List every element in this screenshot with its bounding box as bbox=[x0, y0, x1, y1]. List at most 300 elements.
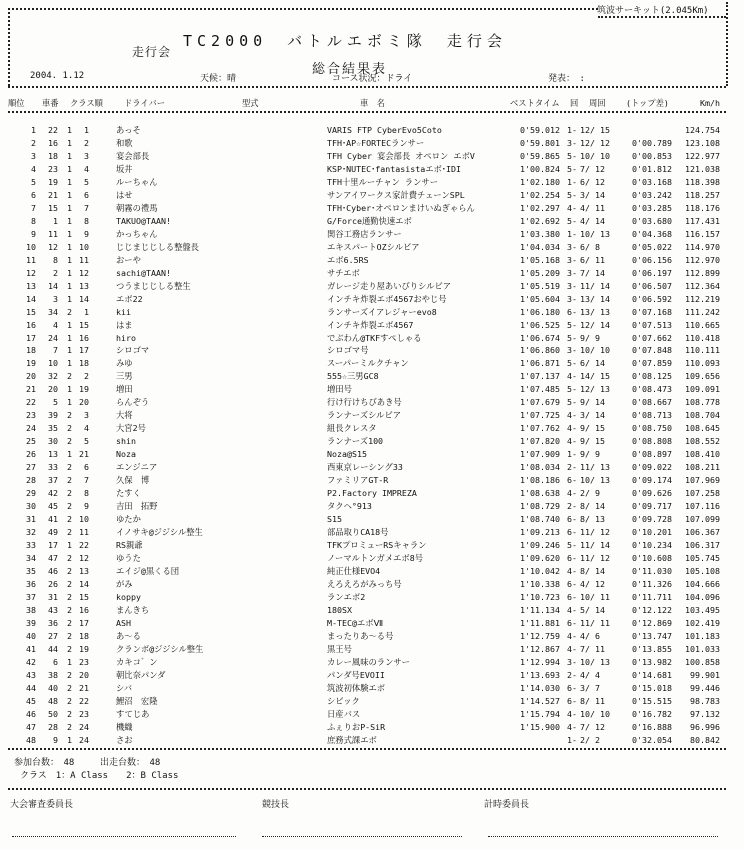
cell-car-number: 33 bbox=[48, 462, 58, 473]
cell-best-time: 1'02.692 bbox=[520, 215, 560, 226]
cell-driver: みゆ bbox=[116, 358, 133, 369]
cell-class: 1 bbox=[67, 656, 72, 667]
cell-best-lap: 3/ 14 bbox=[580, 410, 605, 421]
col-best-lap: 周回 bbox=[589, 98, 606, 108]
cell-class: 1 bbox=[67, 215, 72, 226]
cell-best-lap: 9/ 15 bbox=[580, 423, 605, 434]
cell-gap: 0'06.197 bbox=[632, 267, 672, 278]
cell-laps: 5- bbox=[567, 358, 577, 369]
cell-best-lap: 2/ 9 bbox=[580, 488, 600, 499]
table-row bbox=[0, 163, 744, 176]
table-row bbox=[0, 500, 744, 513]
cell-car-number: 30 bbox=[48, 436, 58, 447]
cell-gap: 0'10.201 bbox=[632, 527, 672, 538]
cell-best-time: 1'07.485 bbox=[520, 384, 560, 395]
cell-car-number: 45 bbox=[48, 501, 58, 512]
cell-class: 2 bbox=[67, 410, 72, 421]
cell-class: 1 bbox=[67, 358, 72, 369]
cell-vehicle: M-TEC@エボⅦ bbox=[327, 617, 383, 628]
cell-speed: 108.704 bbox=[685, 410, 720, 421]
cell-best-time: 1'06.871 bbox=[520, 358, 560, 369]
cell-vehicle: パンダ号EVOII bbox=[327, 669, 385, 680]
cell-class-rank: 1 bbox=[84, 125, 89, 135]
cell-driver: shin bbox=[116, 436, 136, 447]
cell-best-time: 0'59.012 bbox=[520, 125, 560, 135]
cell-gap: 0'06.507 bbox=[632, 280, 672, 291]
cell-laps: 4- bbox=[567, 604, 577, 615]
table-row bbox=[0, 409, 744, 422]
cell-car-number: 48 bbox=[48, 695, 58, 706]
cell-pos: 37 bbox=[26, 591, 36, 602]
cell-car-number: 36 bbox=[48, 617, 58, 628]
cell-driver: はせ bbox=[116, 189, 133, 200]
cell-driver: はま bbox=[116, 319, 133, 330]
cell-driver: イノサキ@ジジシル整生 bbox=[116, 527, 203, 538]
cell-car-number: 37 bbox=[48, 475, 58, 486]
cell-car-number: 19 bbox=[48, 176, 58, 187]
cell-speed: 108.211 bbox=[685, 462, 720, 473]
cell-pos: 19 bbox=[26, 358, 36, 369]
cell-class-rank: 19 bbox=[79, 384, 89, 395]
col-gap: (トップ差) bbox=[626, 98, 669, 108]
cell-laps: 6- bbox=[567, 553, 577, 563]
cell-speed: 121.038 bbox=[685, 163, 720, 174]
cell-driver: がみ bbox=[116, 578, 133, 589]
cell-laps: 3- bbox=[567, 345, 577, 356]
cell-best-time: 1'08.034 bbox=[520, 462, 560, 473]
cell-gap: 0'07.662 bbox=[632, 332, 672, 343]
cell-best-time: 1'10.723 bbox=[520, 591, 560, 602]
cell-speed: 107.116 bbox=[685, 501, 720, 512]
cell-pos: 6 bbox=[31, 189, 36, 200]
cell-class: 1 bbox=[67, 540, 72, 551]
cell-best-lap: 14/ 15 bbox=[580, 371, 610, 382]
cell-pos: 30 bbox=[26, 501, 36, 512]
cell-best-time: 1'10.338 bbox=[520, 578, 560, 589]
cell-class-rank: 2 bbox=[84, 137, 89, 148]
cell-class-rank: 23 bbox=[79, 708, 89, 719]
cell-car-number: 12 bbox=[48, 241, 58, 252]
cell-gap: 0'11.326 bbox=[632, 578, 672, 589]
cell-class: 1 bbox=[67, 345, 72, 356]
cell-laps: 6- bbox=[567, 591, 577, 602]
cell-laps: 5- bbox=[567, 150, 577, 161]
cell-laps: 4- bbox=[567, 371, 577, 382]
cell-class-rank: 17 bbox=[79, 345, 89, 356]
cell-speed: 118.398 bbox=[685, 176, 720, 187]
cell-class-rank: 4 bbox=[84, 423, 89, 434]
cell-vehicle: タクヘ°913 bbox=[327, 501, 372, 512]
cell-best-lap: 4/ 4 bbox=[580, 669, 600, 680]
cell-speed: 116.157 bbox=[685, 228, 720, 239]
cell-best-lap: 2/ 2 bbox=[580, 734, 600, 745]
cell-class-rank: 9 bbox=[84, 228, 89, 239]
cell-laps: 4- bbox=[567, 202, 577, 213]
cell-driver: 和歌 bbox=[116, 137, 133, 148]
cell-best-lap: 10/ 10 bbox=[580, 150, 610, 161]
cell-driver: つうまじじしる整生 bbox=[116, 280, 191, 291]
cell-driver: ゆたか bbox=[116, 514, 141, 525]
table-row bbox=[0, 280, 744, 293]
cell-laps: 6- bbox=[567, 682, 577, 693]
cell-best-time: 1'04.034 bbox=[520, 241, 560, 252]
cell-class: 2 bbox=[67, 669, 72, 680]
cell-class: 1 bbox=[67, 332, 72, 343]
cell-best-time: 0'59.865 bbox=[520, 150, 560, 161]
cell-pos: 36 bbox=[26, 578, 36, 589]
cell-car-number: 10 bbox=[48, 358, 58, 369]
cell-pos: 41 bbox=[26, 643, 36, 654]
cell-car-number: 38 bbox=[48, 669, 58, 680]
table-row bbox=[0, 202, 744, 215]
cell-car-number: 32 bbox=[48, 371, 58, 382]
cell-class-rank: 12 bbox=[79, 267, 89, 278]
cell-speed: 123.108 bbox=[685, 137, 720, 148]
table-row bbox=[0, 565, 744, 578]
cell-gap: 0'16.782 bbox=[632, 708, 672, 719]
cell-laps: 6- bbox=[567, 578, 577, 589]
cell-vehicle: P2.Factory IMPREZA bbox=[327, 488, 417, 499]
cell-pos: 34 bbox=[26, 553, 36, 563]
cell-laps: 6- bbox=[567, 306, 577, 317]
cell-best-lap: 5/ 14 bbox=[580, 604, 605, 615]
cell-gap: 0'08.473 bbox=[632, 384, 672, 395]
cell-best-lap: 10/ 10 bbox=[580, 345, 610, 356]
cell-best-time: 1'09.213 bbox=[520, 527, 560, 538]
cell-vehicle: TFKプロミューRSキャラン bbox=[327, 540, 427, 551]
cell-speed: 112.899 bbox=[685, 267, 720, 278]
cell-laps: 1- bbox=[567, 734, 577, 745]
cell-vehicle: シロゴマ号 bbox=[327, 345, 369, 356]
cell-car-number: 44 bbox=[48, 643, 58, 654]
cell-class: 1 bbox=[67, 202, 72, 213]
cell-class: 1 bbox=[67, 228, 72, 239]
cell-laps: 4- bbox=[567, 708, 577, 719]
cell-speed: 117.431 bbox=[685, 215, 720, 226]
cell-car-number: 18 bbox=[48, 150, 58, 161]
cell-gap: 0'08.667 bbox=[632, 397, 672, 408]
cell-best-lap: 12/ 15 bbox=[580, 125, 610, 135]
table-row bbox=[0, 228, 744, 241]
cell-best-time: 1'11.134 bbox=[520, 604, 560, 615]
cell-speed: 118.257 bbox=[685, 189, 720, 200]
cell-laps: 3- bbox=[567, 267, 577, 278]
cell-speed: 104.666 bbox=[685, 578, 720, 589]
cell-class: 1 bbox=[67, 384, 72, 395]
header-border-right bbox=[726, 2, 728, 86]
cell-speed: 118.176 bbox=[685, 202, 720, 213]
col-best: ベストタイム bbox=[510, 98, 560, 108]
cell-car-number: 28 bbox=[48, 721, 58, 732]
cell-class-rank: 13 bbox=[79, 280, 89, 291]
cell-driver: 久保 博 bbox=[116, 475, 150, 486]
cell-laps: 1- bbox=[567, 125, 577, 135]
cell-car-number: 1 bbox=[53, 215, 58, 226]
cell-best-time: 1'12.994 bbox=[520, 656, 560, 667]
cell-car-number: 24 bbox=[48, 332, 58, 343]
cell-best-time: 1'02.297 bbox=[520, 202, 560, 213]
cell-laps: 4- bbox=[567, 423, 577, 434]
table-row bbox=[0, 617, 744, 630]
cell-pos: 2 bbox=[31, 137, 36, 148]
cell-car-number: 26 bbox=[48, 578, 58, 589]
cell-laps: 2- bbox=[567, 462, 577, 473]
cell-driver: じじまじじしる整盤長 bbox=[116, 241, 199, 252]
cell-gap: 0'03.680 bbox=[632, 215, 672, 226]
cell-best-lap: 7/ 12 bbox=[580, 721, 605, 732]
cell-vehicle: ファミリアGT-R bbox=[327, 475, 389, 486]
cell-best-time: 1'03.380 bbox=[520, 228, 560, 239]
cell-best-lap: 3/ 7 bbox=[580, 682, 600, 693]
cell-driver: 増田 bbox=[116, 384, 133, 395]
cell-pos: 10 bbox=[26, 241, 36, 252]
cell-car-number: 7 bbox=[53, 345, 58, 356]
cell-pos: 9 bbox=[31, 228, 36, 239]
cell-gap: 0'00.853 bbox=[632, 150, 672, 161]
cell-laps: 4- bbox=[567, 643, 577, 654]
cell-driver: あっそ bbox=[116, 125, 141, 135]
cell-car-number: 2 bbox=[53, 267, 58, 278]
cell-driver: 吉田 拓野 bbox=[116, 501, 158, 512]
cell-speed: 112.219 bbox=[685, 293, 720, 304]
table-row bbox=[0, 513, 744, 526]
cell-laps: 2- bbox=[567, 501, 577, 512]
cell-gap: 0'08.125 bbox=[632, 371, 672, 382]
table-row bbox=[0, 150, 744, 163]
table-row bbox=[0, 604, 744, 617]
cell-class: 1 bbox=[67, 176, 72, 187]
cell-class: 1 bbox=[67, 163, 72, 174]
cell-class-rank: 11 bbox=[79, 527, 89, 538]
table-row bbox=[0, 461, 744, 474]
signature-line-1 bbox=[12, 836, 236, 837]
cell-class: 2 bbox=[67, 371, 72, 382]
cell-vehicle: エボ6.5RS bbox=[327, 254, 369, 265]
cell-class: 2 bbox=[67, 682, 72, 693]
cell-best-time: 1'08.638 bbox=[520, 488, 560, 499]
cell-gap: 0'07.168 bbox=[632, 306, 672, 317]
cell-best-time: 1'14.030 bbox=[520, 682, 560, 693]
cell-car-number: 6 bbox=[53, 656, 58, 667]
starters-count: 出走台数： 48 bbox=[100, 758, 161, 768]
cell-pos: 17 bbox=[26, 332, 36, 343]
cell-class-rank: 14 bbox=[79, 293, 89, 304]
cell-class-rank: 14 bbox=[79, 578, 89, 589]
cell-gap: 0'09.728 bbox=[632, 514, 672, 525]
cell-best-time: 1'12.867 bbox=[520, 643, 560, 654]
cell-pos: 7 bbox=[31, 202, 36, 213]
cell-driver: TAKUO@TAAN! bbox=[116, 215, 171, 226]
cell-driver: エンジニア bbox=[116, 462, 158, 473]
cell-driver: カキコ゛ン bbox=[116, 656, 158, 667]
table-row bbox=[0, 526, 744, 539]
table-row bbox=[0, 578, 744, 591]
cell-gap: 0'03.242 bbox=[632, 189, 672, 200]
cell-best-time: 1'02.180 bbox=[520, 176, 560, 187]
venue-label: 筑波サーキット(2.045Km) bbox=[597, 6, 709, 16]
cell-best-lap: 10/ 13 bbox=[580, 656, 610, 667]
cell-car-number: 13 bbox=[48, 449, 58, 460]
cell-car-number: 22 bbox=[48, 125, 58, 135]
cell-laps: 3- bbox=[567, 241, 577, 252]
cell-car-number: 17 bbox=[48, 540, 58, 551]
cell-laps: 3- bbox=[567, 656, 577, 667]
cell-laps: 4- bbox=[567, 630, 577, 641]
cell-pos: 40 bbox=[26, 630, 36, 641]
cell-pos: 29 bbox=[26, 488, 36, 499]
signature-clerk-of-course: 競技長 bbox=[262, 800, 290, 810]
cell-driver: らんぞう bbox=[116, 397, 150, 408]
cell-vehicle: ふぇりおP-SiR bbox=[327, 721, 386, 732]
cell-pos: 5 bbox=[31, 176, 36, 187]
cell-class-rank: 17 bbox=[79, 617, 89, 628]
cell-class: 1 bbox=[67, 189, 72, 200]
cell-vehicle: TFH Cyber 宴会部長 オペロン エボV bbox=[327, 150, 475, 161]
cell-best-lap: 7/ 11 bbox=[580, 643, 605, 654]
table-row bbox=[0, 708, 744, 721]
event-title: TC2000 バトルエボミ隊 走行会 bbox=[183, 32, 507, 50]
cell-gap: 0'05.022 bbox=[632, 241, 672, 252]
cell-speed: 111.242 bbox=[685, 306, 720, 317]
cell-driver: 鯉沼 宏隆 bbox=[116, 695, 158, 706]
cell-gap: 0'07.859 bbox=[632, 358, 672, 369]
col-car: 車番 bbox=[42, 98, 59, 108]
cell-driver: 坂井 bbox=[116, 163, 133, 174]
cell-best-lap: 7/ 14 bbox=[580, 267, 605, 278]
cell-gap: 0'12.869 bbox=[632, 617, 672, 628]
col-class: クラス順 bbox=[70, 98, 103, 108]
cell-gap: 0'07.848 bbox=[632, 345, 672, 356]
cell-speed: 101.033 bbox=[685, 643, 720, 654]
cell-gap: 0'09.626 bbox=[632, 488, 672, 499]
cell-best-time: 1'09.620 bbox=[520, 553, 560, 563]
header-border-top bbox=[8, 8, 598, 10]
col-kmh: Km/h bbox=[700, 98, 720, 108]
cell-pos: 28 bbox=[26, 475, 36, 486]
cell-best-lap: 6/ 11 bbox=[580, 254, 605, 265]
cell-driver: ASH bbox=[116, 617, 131, 628]
cell-driver: あ～る bbox=[116, 630, 141, 641]
cell-vehicle: スーパーミルクチャン bbox=[327, 358, 409, 369]
table-row bbox=[0, 319, 744, 332]
cell-best-lap: 10/ 13 bbox=[580, 475, 610, 486]
col-pos: 順位 bbox=[8, 98, 25, 108]
header-border-bottom bbox=[8, 86, 726, 88]
cell-car-number: 20 bbox=[48, 384, 58, 395]
cell-best-lap: 8/ 11 bbox=[580, 695, 605, 706]
cell-class-rank: 20 bbox=[79, 669, 89, 680]
cell-pos: 25 bbox=[26, 436, 36, 447]
cell-driver: 大宮2号 bbox=[116, 423, 146, 434]
cell-class-rank: 24 bbox=[79, 721, 89, 732]
table-row bbox=[0, 370, 744, 383]
cell-car-number: 43 bbox=[48, 604, 58, 615]
cell-class: 2 bbox=[67, 695, 72, 706]
cell-class: 2 bbox=[67, 475, 72, 486]
table-row bbox=[0, 137, 744, 150]
cell-car-number: 41 bbox=[48, 514, 58, 525]
cell-class-rank: 5 bbox=[84, 436, 89, 447]
cell-best-time: 1'07.679 bbox=[520, 397, 560, 408]
cell-class: 1 bbox=[67, 241, 72, 252]
cell-speed: 96.996 bbox=[690, 721, 720, 732]
cell-best-time: 1'10.042 bbox=[520, 565, 560, 576]
table-row bbox=[0, 695, 744, 708]
cell-speed: 106.367 bbox=[685, 527, 720, 538]
cell-driver: まんきち bbox=[116, 604, 150, 615]
cell-laps: 3- bbox=[567, 137, 577, 148]
cell-driver: シロゴマ bbox=[116, 345, 150, 356]
cell-best-lap: 9/ 9 bbox=[580, 332, 600, 343]
cell-driver: RS親爺 bbox=[116, 540, 143, 551]
cell-class-rank: 16 bbox=[79, 604, 89, 615]
cell-gap: 0'09.717 bbox=[632, 501, 672, 512]
cell-car-number: 40 bbox=[48, 682, 58, 693]
cell-best-time: 1'05.519 bbox=[520, 280, 560, 291]
cell-driver: シバ bbox=[116, 682, 133, 693]
cell-driver: クランボ@ジジシル整生 bbox=[116, 643, 204, 654]
cell-pos: 12 bbox=[26, 267, 36, 278]
cell-laps: 6- bbox=[567, 475, 577, 486]
cell-class: 1 bbox=[67, 254, 72, 265]
cell-gap: 0'00.789 bbox=[632, 137, 672, 148]
cell-driver: 宴会部長 bbox=[116, 150, 150, 161]
participants-count: 参加台数： 48 bbox=[14, 758, 75, 768]
cell-class: 1 bbox=[67, 397, 72, 408]
cell-vehicle: ガレージ走り屋あいびりシルビア bbox=[327, 280, 452, 291]
cell-best-time: 1'07.909 bbox=[520, 449, 560, 460]
table-row bbox=[0, 254, 744, 267]
table-row bbox=[0, 448, 744, 461]
cell-class: 2 bbox=[67, 617, 72, 628]
cell-car-number: 11 bbox=[48, 228, 58, 239]
table-row bbox=[0, 293, 744, 306]
cell-speed: 110.111 bbox=[685, 345, 720, 356]
cell-car-number: 23 bbox=[48, 163, 58, 174]
cell-laps: 4- bbox=[567, 436, 577, 447]
table-row bbox=[0, 643, 744, 656]
cell-vehicle: 筑波初体験エボ bbox=[327, 682, 386, 693]
cell-pos: 27 bbox=[26, 462, 36, 473]
signature-line-3 bbox=[488, 836, 718, 837]
cell-pos: 23 bbox=[26, 410, 36, 421]
cell-vehicle: TFH十里ルーチャン ランサー bbox=[327, 176, 438, 187]
cell-best-lap: 4/ 14 bbox=[580, 215, 605, 226]
cell-pos: 46 bbox=[26, 708, 36, 719]
cell-car-number: 27 bbox=[48, 630, 58, 641]
cell-vehicle: エキスパートOZシルビア bbox=[327, 241, 420, 252]
cell-class-rank: 21 bbox=[79, 682, 89, 693]
cell-best-lap: 6/ 12 bbox=[580, 176, 605, 187]
cell-class: 2 bbox=[67, 591, 72, 602]
cell-speed: 108.410 bbox=[685, 449, 720, 460]
cell-speed: 124.754 bbox=[685, 125, 720, 135]
cell-pos: 14 bbox=[26, 293, 36, 304]
table-row bbox=[0, 539, 744, 552]
cell-best-lap: 6/ 14 bbox=[580, 358, 605, 369]
cell-vehicle: でぶわん@TKFすぺしゃる bbox=[327, 332, 422, 343]
cell-vehicle: 行け行けちびあき号 bbox=[327, 397, 402, 408]
cell-car-number: 15 bbox=[48, 202, 58, 213]
cell-driver: エイジ@黒くる団 bbox=[116, 565, 180, 576]
table-row bbox=[0, 357, 744, 370]
table-row bbox=[0, 552, 744, 565]
cell-vehicle: 西東京レーシング33 bbox=[327, 462, 403, 473]
cell-best-lap: 10/ 13 bbox=[580, 228, 610, 239]
cell-driver: sachi@TAAN! bbox=[116, 267, 171, 278]
cell-best-time: 1'08.186 bbox=[520, 475, 560, 486]
cell-laps: 3- bbox=[567, 280, 577, 291]
